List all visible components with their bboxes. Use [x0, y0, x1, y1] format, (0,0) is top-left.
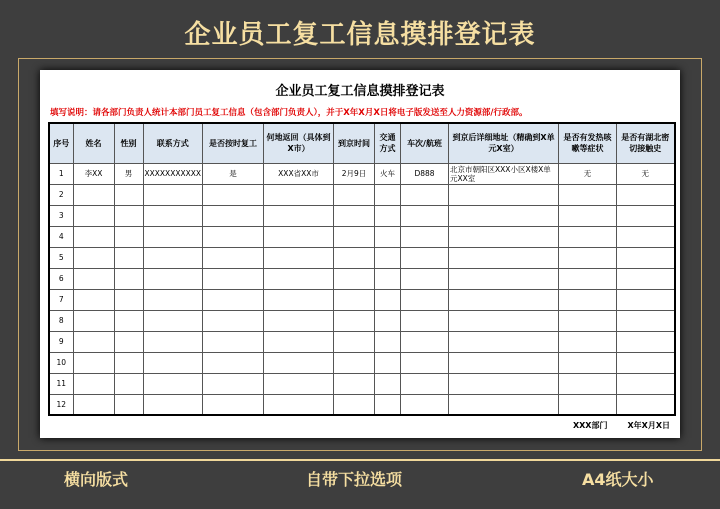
- column-header: 是否有湖北密切接触史: [617, 123, 675, 163]
- table-cell[interactable]: [401, 205, 449, 226]
- table-cell[interactable]: 北京市朝阳区XXX小区X楼X单元XX室: [449, 163, 559, 184]
- table-cell[interactable]: [143, 331, 203, 352]
- table-cell[interactable]: D888: [401, 163, 449, 184]
- table-cell[interactable]: [264, 331, 334, 352]
- table-cell[interactable]: [203, 268, 264, 289]
- table-cell[interactable]: [617, 184, 675, 205]
- table-cell[interactable]: 9: [49, 331, 73, 352]
- table-cell[interactable]: [73, 373, 114, 394]
- table-cell[interactable]: [449, 247, 559, 268]
- table-cell[interactable]: [203, 205, 264, 226]
- table-cell[interactable]: [334, 394, 375, 415]
- table-cell[interactable]: [617, 226, 675, 247]
- table-cell[interactable]: [334, 205, 375, 226]
- footer-dept: XXX部门: [572, 421, 608, 430]
- table-cell[interactable]: [375, 394, 401, 415]
- table-cell[interactable]: [559, 268, 617, 289]
- table-cell[interactable]: [449, 310, 559, 331]
- table-cell[interactable]: [334, 184, 375, 205]
- table-cell[interactable]: 4: [49, 226, 73, 247]
- table-cell[interactable]: [73, 310, 114, 331]
- table-cell[interactable]: [264, 205, 334, 226]
- table-row: [49, 331, 675, 352]
- divider-line: [0, 459, 720, 461]
- table-cell[interactable]: [264, 268, 334, 289]
- table-cell[interactable]: [73, 247, 114, 268]
- column-header: 何地返回（具体到X市）: [264, 123, 334, 163]
- feature-dropdown: 自带下拉选项: [306, 470, 403, 489]
- table-row: [49, 226, 675, 247]
- table-cell[interactable]: [334, 331, 375, 352]
- table-cell[interactable]: [203, 331, 264, 352]
- table-cell[interactable]: [114, 205, 143, 226]
- table-cell[interactable]: [559, 184, 617, 205]
- table-cell[interactable]: [401, 394, 449, 415]
- table-cell[interactable]: [559, 331, 617, 352]
- table-cell[interactable]: 无: [617, 163, 675, 184]
- table-row: [49, 310, 675, 331]
- fill-instructions: 填写说明：请各部门负责人统计本部门员工复工信息（包含部门负责人），并于X年X月X日将电子版发送至人力资源部/行政部。: [50, 108, 528, 118]
- table-cell[interactable]: [73, 226, 114, 247]
- table-cell[interactable]: [264, 247, 334, 268]
- table-cell[interactable]: [264, 310, 334, 331]
- table-cell[interactable]: XXXXXXXXXXX: [143, 163, 203, 184]
- table-cell[interactable]: 8: [49, 310, 73, 331]
- table-cell[interactable]: [375, 247, 401, 268]
- table-cell[interactable]: 3: [49, 205, 73, 226]
- table-cell[interactable]: [143, 268, 203, 289]
- table-cell[interactable]: [143, 184, 203, 205]
- table-cell[interactable]: [143, 247, 203, 268]
- spreadsheet-preview: [40, 70, 680, 438]
- table-cell[interactable]: [401, 310, 449, 331]
- table-cell[interactable]: [401, 226, 449, 247]
- table-cell[interactable]: [401, 331, 449, 352]
- table-cell[interactable]: [559, 226, 617, 247]
- table-cell[interactable]: XXX省XX市: [264, 163, 334, 184]
- table-cell[interactable]: 2: [49, 184, 73, 205]
- column-header: 是否按时复工: [203, 123, 264, 163]
- table-cell[interactable]: [203, 226, 264, 247]
- table-cell[interactable]: 是: [203, 163, 264, 184]
- table-cell[interactable]: [334, 310, 375, 331]
- table-cell[interactable]: [375, 184, 401, 205]
- table-cell[interactable]: [375, 205, 401, 226]
- table-cell[interactable]: [449, 184, 559, 205]
- table-cell[interactable]: [559, 205, 617, 226]
- table-cell[interactable]: [401, 352, 449, 373]
- table-cell[interactable]: [114, 310, 143, 331]
- column-header: 是否有发热咳嗽等症状: [559, 123, 617, 163]
- feature-a4: A4纸大小: [582, 470, 654, 489]
- table-row: [49, 289, 675, 310]
- table-row: [49, 268, 675, 289]
- table-cell[interactable]: [114, 373, 143, 394]
- table-cell[interactable]: [449, 373, 559, 394]
- table-cell[interactable]: [73, 289, 114, 310]
- table-cell[interactable]: [617, 310, 675, 331]
- table-cell[interactable]: [334, 247, 375, 268]
- column-header: 到京后详细地址（精确到X单元X室）: [449, 123, 559, 163]
- table-cell[interactable]: [114, 331, 143, 352]
- table-cell[interactable]: [264, 373, 334, 394]
- column-header: 性别: [114, 123, 143, 163]
- table-cell[interactable]: [375, 310, 401, 331]
- table-cell[interactable]: [143, 373, 203, 394]
- table-cell[interactable]: [449, 394, 559, 415]
- table-cell[interactable]: [114, 247, 143, 268]
- table-cell[interactable]: [617, 205, 675, 226]
- table-cell[interactable]: [114, 268, 143, 289]
- table-cell[interactable]: [73, 268, 114, 289]
- table-cell[interactable]: 1: [49, 163, 73, 184]
- table-cell[interactable]: [203, 184, 264, 205]
- table-cell[interactable]: [114, 226, 143, 247]
- table-cell[interactable]: [334, 289, 375, 310]
- table-cell[interactable]: [73, 205, 114, 226]
- table-cell[interactable]: [401, 289, 449, 310]
- table-cell[interactable]: [617, 394, 675, 415]
- table-cell[interactable]: [143, 394, 203, 415]
- table-cell[interactable]: [617, 268, 675, 289]
- table-row: [49, 184, 675, 205]
- table-cell[interactable]: [449, 205, 559, 226]
- table-cell[interactable]: 6: [49, 268, 73, 289]
- table-cell[interactable]: [617, 352, 675, 373]
- table-cell[interactable]: 11: [49, 373, 73, 394]
- table-cell[interactable]: [401, 268, 449, 289]
- banner-title: 企业员工复工信息摸排登记表: [184, 20, 536, 50]
- table-cell[interactable]: [449, 289, 559, 310]
- table-cell[interactable]: [143, 352, 203, 373]
- table-cell[interactable]: [143, 226, 203, 247]
- table-cell[interactable]: 无: [559, 163, 617, 184]
- table-row: [49, 163, 675, 184]
- footer-date: X年X月X日: [627, 421, 670, 430]
- column-header: 姓名: [73, 123, 114, 163]
- table-cell[interactable]: [375, 226, 401, 247]
- table-row: [49, 247, 675, 268]
- table-cell[interactable]: [559, 289, 617, 310]
- table-cell[interactable]: 火车: [375, 163, 401, 184]
- table-cell[interactable]: [114, 289, 143, 310]
- table-cell[interactable]: [203, 352, 264, 373]
- table-cell[interactable]: [617, 373, 675, 394]
- table-cell[interactable]: [264, 184, 334, 205]
- table-cell[interactable]: [375, 289, 401, 310]
- table-cell[interactable]: [617, 247, 675, 268]
- column-header: 车次/航班: [401, 123, 449, 163]
- table-cell[interactable]: [114, 394, 143, 415]
- table-cell[interactable]: [334, 373, 375, 394]
- table-cell[interactable]: [401, 184, 449, 205]
- table-cell[interactable]: [73, 184, 114, 205]
- table-cell[interactable]: 2月9日: [334, 163, 375, 184]
- table-cell[interactable]: [375, 331, 401, 352]
- table-cell[interactable]: [559, 310, 617, 331]
- table-cell[interactable]: [559, 352, 617, 373]
- table-cell[interactable]: [203, 310, 264, 331]
- table-cell[interactable]: 男: [114, 163, 143, 184]
- table-cell[interactable]: [401, 373, 449, 394]
- table-cell[interactable]: [73, 394, 114, 415]
- table-cell[interactable]: [375, 373, 401, 394]
- feature-landscape: 横向版式: [64, 470, 129, 489]
- table-cell[interactable]: [559, 394, 617, 415]
- header-row: [49, 123, 675, 163]
- table-row: [49, 373, 675, 394]
- table-cell[interactable]: [334, 352, 375, 373]
- table-cell[interactable]: [264, 394, 334, 415]
- table-cell[interactable]: [203, 394, 264, 415]
- table-cell[interactable]: [143, 205, 203, 226]
- table-row: [49, 394, 675, 415]
- table-cell[interactable]: [73, 331, 114, 352]
- table-cell[interactable]: 李XX: [73, 163, 114, 184]
- table-cell[interactable]: [264, 226, 334, 247]
- column-header: 到京时间: [334, 123, 375, 163]
- table-cell[interactable]: [203, 289, 264, 310]
- table-cell[interactable]: [375, 352, 401, 373]
- table-cell[interactable]: [449, 226, 559, 247]
- table-cell[interactable]: [203, 247, 264, 268]
- table-cell[interactable]: [334, 268, 375, 289]
- table-cell[interactable]: [143, 289, 203, 310]
- table-cell[interactable]: [114, 184, 143, 205]
- table-cell[interactable]: [73, 352, 114, 373]
- table-cell[interactable]: 7: [49, 289, 73, 310]
- table-cell[interactable]: [559, 247, 617, 268]
- table-cell[interactable]: [617, 289, 675, 310]
- table-row: [49, 205, 675, 226]
- table-cell[interactable]: 12: [49, 394, 73, 415]
- table-cell[interactable]: [114, 352, 143, 373]
- table-cell[interactable]: [264, 352, 334, 373]
- registration-table: [48, 122, 676, 416]
- table-cell[interactable]: [401, 247, 449, 268]
- column-header: 交通方式: [375, 123, 401, 163]
- column-header: 序号: [49, 123, 73, 163]
- table-cell[interactable]: [334, 226, 375, 247]
- table-cell[interactable]: 5: [49, 247, 73, 268]
- table-cell[interactable]: [559, 373, 617, 394]
- table-cell[interactable]: [617, 331, 675, 352]
- table-row: [49, 352, 675, 373]
- sheet-title: 企业员工复工信息摸排登记表: [275, 84, 445, 99]
- table-cell[interactable]: [375, 268, 401, 289]
- table-cell[interactable]: [264, 289, 334, 310]
- table-cell[interactable]: [449, 268, 559, 289]
- table-cell[interactable]: [449, 352, 559, 373]
- column-header: 联系方式: [143, 123, 203, 163]
- table-cell[interactable]: [143, 310, 203, 331]
- table-cell[interactable]: [449, 331, 559, 352]
- sheet-footer: [553, 420, 670, 431]
- table-cell[interactable]: [203, 373, 264, 394]
- table-cell[interactable]: 10: [49, 352, 73, 373]
